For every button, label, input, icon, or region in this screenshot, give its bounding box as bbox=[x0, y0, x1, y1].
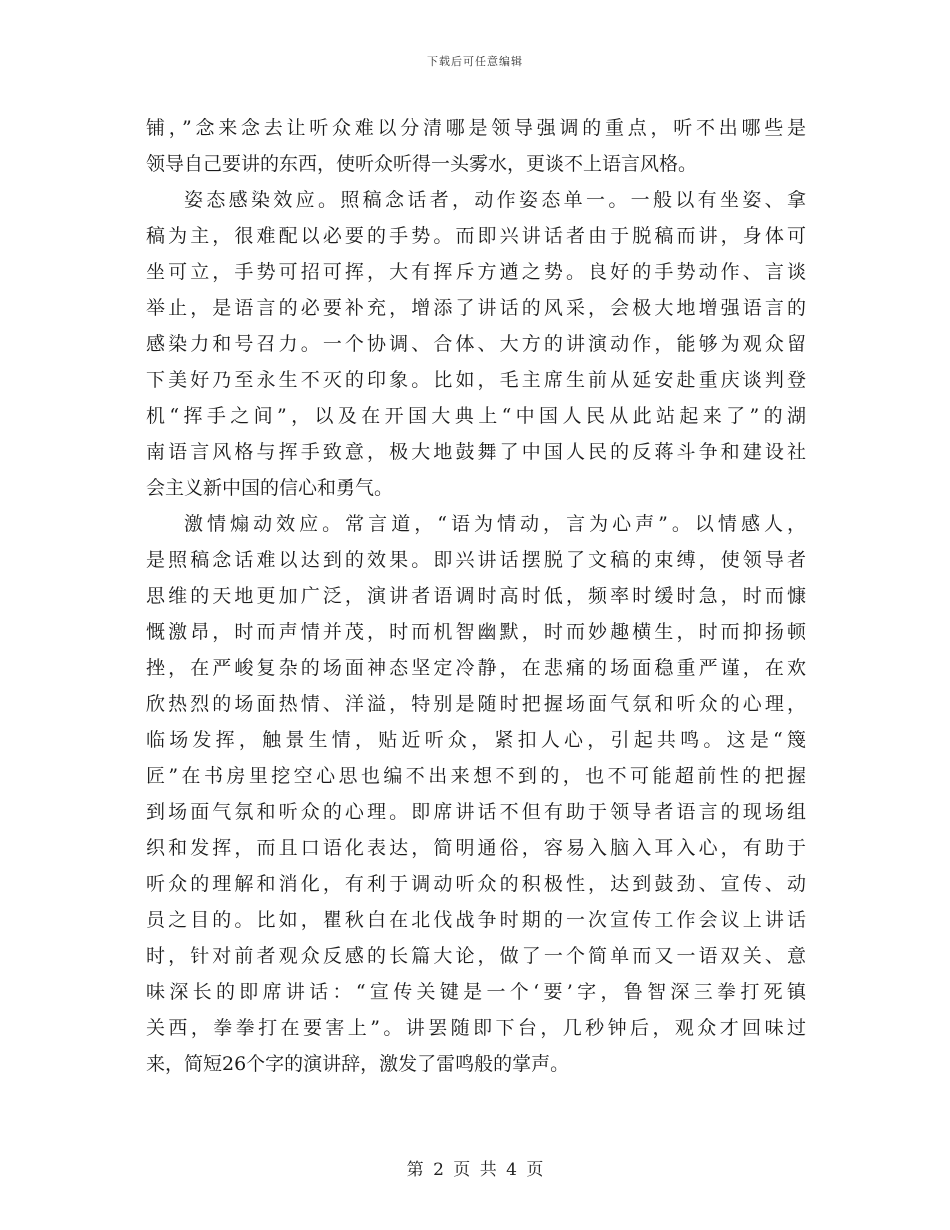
text-line: 来，简短26个字的演讲辞，激发了雷鸣般的掌声。 bbox=[146, 1053, 570, 1075]
text-line: 临场发挥，触景生情，贴近听众，紧扣人心，引起共鸣。这是“篾 bbox=[146, 729, 806, 751]
paragraph bbox=[146, 506, 806, 1082]
text-line: 匠”在书房里挖空心思也编不出来想不到的，也不可能超前性的把握 bbox=[146, 765, 806, 787]
text-line: 铺，”念来念去让听众难以分清哪是领导强调的重点，听不出哪些是 bbox=[146, 117, 806, 139]
text-line: 味深长的即席讲话：“宣传关键是一个‘要’字，鲁智深三拳打死镇 bbox=[146, 981, 806, 1003]
text-line: 是照稿念话难以达到的效果。即兴讲话摆脱了文稿的束缚，使领导者 bbox=[146, 549, 806, 571]
text-line: 关西，拳拳打在要害上”。讲罢随即下台，几秒钟后，观众才回味过 bbox=[146, 1017, 806, 1039]
text-line: 激情煽动效应。常言道，“语为情动，言为心声”。以情感人， bbox=[184, 513, 806, 535]
text-line: 稿为主，很难配以必要的手势。而即兴讲话者由于脱稿而讲，身体可 bbox=[146, 225, 806, 247]
text-line: 感染力和号召力。一个协调、合体、大方的讲演动作，能够为观众留 bbox=[146, 333, 806, 355]
text-line: 织和发挥，而且口语化表达，简明通俗，容易入脑入耳入心，有助于 bbox=[146, 837, 806, 859]
text-line: 时，针对前者观众反感的长篇大论，做了一个简单而又一语双关、意 bbox=[146, 945, 806, 967]
text-line: 姿态感染效应。照稿念话者，动作姿态单一。一般以有坐姿、拿 bbox=[184, 189, 806, 211]
text-line: 机“挥手之间”，以及在开国大典上“中国人民从此站起来了”的湖 bbox=[146, 405, 806, 427]
text-line: 思维的天地更加广泛，演讲者语调时高时低，频率时缓时急，时而慷 bbox=[146, 585, 806, 607]
document-body bbox=[146, 110, 806, 1082]
text-line: 到场面气氛和听众的心理。即席讲话不但有助于领导者语言的现场组 bbox=[146, 801, 806, 823]
text-line: 会主义新中国的信心和勇气。 bbox=[146, 477, 394, 499]
page-header: 下载后可任意编辑 bbox=[427, 55, 523, 68]
text-line: 挫，在严峻复杂的场面神态坚定冷静，在悲痛的场面稳重严谨，在欢 bbox=[146, 657, 806, 679]
text-line: 下美好乃至永生不灭的印象。比如，毛主席生前从延安赴重庆谈判登 bbox=[146, 369, 806, 391]
text-line: 举止，是语言的必要补充，增添了讲话的风采，会极大地增强语言的 bbox=[146, 297, 806, 319]
text-line: 领导自己要讲的东西，使听众听得一头雾水，更谈不上语言风格。 bbox=[146, 153, 698, 175]
text-line: 听众的理解和消化，有利于调动听众的积极性，达到鼓劲、宣传、动 bbox=[146, 873, 806, 895]
text-line: 员之目的。比如，瞿秋白在北伐战争时期的一次宣传工作会议上讲话 bbox=[146, 909, 806, 931]
page-number-footer: 第 2 页 共 4 页 bbox=[406, 1160, 544, 1180]
paragraph bbox=[146, 110, 806, 182]
text-line: 欣热烈的场面热情、洋溢，特别是随时把握场面气氛和听众的心理， bbox=[146, 693, 806, 715]
text-line: 坐可立，手势可招可挥，大有挥斥方遒之势。良好的手势动作、言谈 bbox=[146, 261, 806, 283]
paragraph bbox=[146, 182, 806, 506]
text-line: 南语言风格与挥手致意，极大地鼓舞了中国人民的反蒋斗争和建设社 bbox=[146, 441, 806, 463]
text-line: 慨激昂，时而声情并茂，时而机智幽默，时而妙趣横生，时而抑扬顿 bbox=[146, 621, 806, 643]
